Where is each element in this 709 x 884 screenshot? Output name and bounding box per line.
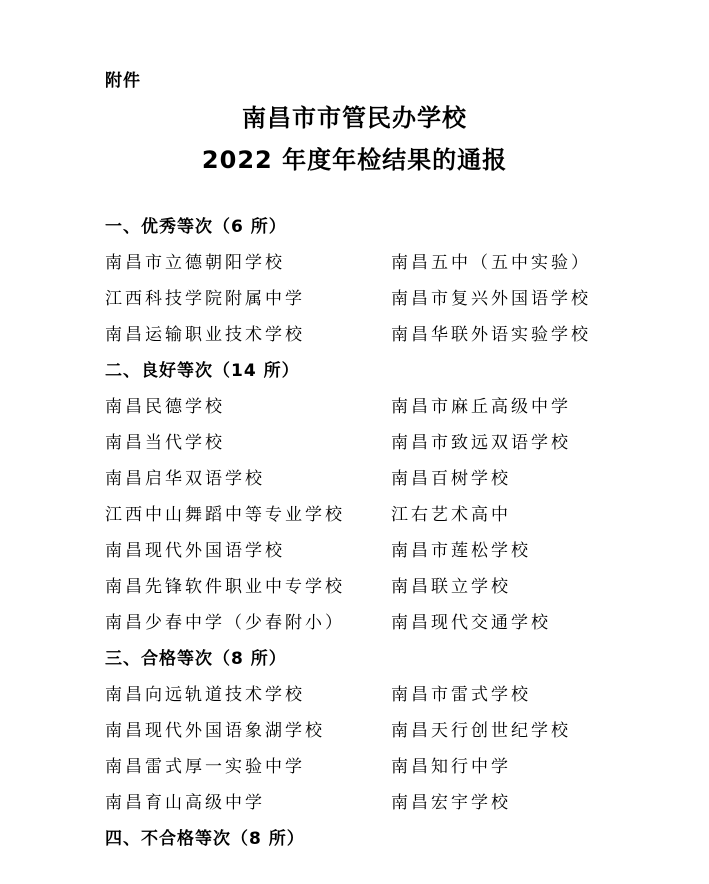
school-name: 南昌少春中学（少春附小）: [105, 613, 345, 633]
school-name: 南昌向远轨道技术学校: [105, 685, 305, 705]
school-name: 南昌先锋软件职业中专学校: [105, 577, 345, 597]
school-name: 南昌联立学校: [391, 577, 511, 597]
attachment-label: 附件: [105, 71, 141, 91]
school-name: 南昌五中（五中实验）: [391, 253, 591, 273]
school-name: 南昌运输职业技术学校: [105, 325, 305, 345]
table-row: [0, 464, 709, 490]
table-row: [0, 428, 709, 454]
school-name: 南昌育山高级中学: [105, 793, 265, 813]
school-name: 江西科技学院附属中学: [105, 289, 305, 309]
school-name: 南昌华联外语实验学校: [391, 325, 591, 345]
table-row: [0, 752, 709, 778]
school-name: 江西中山舞蹈中等专业学校: [105, 505, 345, 525]
document-title-line2: 2022 年度年检结果的通报: [201, 146, 508, 174]
school-name: 南昌当代学校: [105, 433, 225, 453]
table-row: [0, 788, 709, 814]
school-name: 南昌市复兴外国语学校: [391, 289, 591, 309]
table-row: [0, 284, 709, 310]
table-row: [0, 572, 709, 598]
school-name: 南昌市麻丘高级中学: [391, 397, 571, 417]
school-name: 南昌市立德朝阳学校: [105, 253, 285, 273]
table-row: [0, 320, 709, 346]
table-row: [0, 680, 709, 706]
school-name: 南昌现代交通学校: [391, 613, 551, 633]
table-row: [0, 716, 709, 742]
section-heading-qualified: 三、合格等次（8 所）: [105, 649, 287, 669]
section-heading-good: 二、良好等次（14 所）: [105, 361, 300, 381]
table-row: [0, 392, 709, 418]
table-row: [0, 608, 709, 634]
school-name: 南昌知行中学: [391, 757, 511, 777]
section-heading-unqualified: 四、不合格等次（8 所）: [105, 829, 305, 849]
school-name: 南昌现代外国语学校: [105, 541, 285, 561]
school-name: 江右艺术高中: [391, 505, 511, 525]
school-name: 南昌市莲松学校: [391, 541, 531, 561]
table-row: [0, 500, 709, 526]
table-row: [0, 248, 709, 274]
school-name: 南昌天行创世纪学校: [391, 721, 571, 741]
school-name: 南昌宏宇学校: [391, 793, 511, 813]
school-name: 南昌百树学校: [391, 469, 511, 489]
document-title-line1: 南昌市市管民办学校: [242, 104, 467, 132]
school-name: 南昌市致远双语学校: [391, 433, 571, 453]
school-name: 南昌雷式厚一实验中学: [105, 757, 305, 777]
table-row: [0, 536, 709, 562]
section-heading-excellent: 一、优秀等次（6 所）: [105, 217, 287, 237]
school-name: 南昌民德学校: [105, 397, 225, 417]
school-name: 南昌启华双语学校: [105, 469, 265, 489]
school-name: 南昌现代外国语象湖学校: [105, 721, 325, 741]
school-name: 南昌市雷式学校: [391, 685, 531, 705]
